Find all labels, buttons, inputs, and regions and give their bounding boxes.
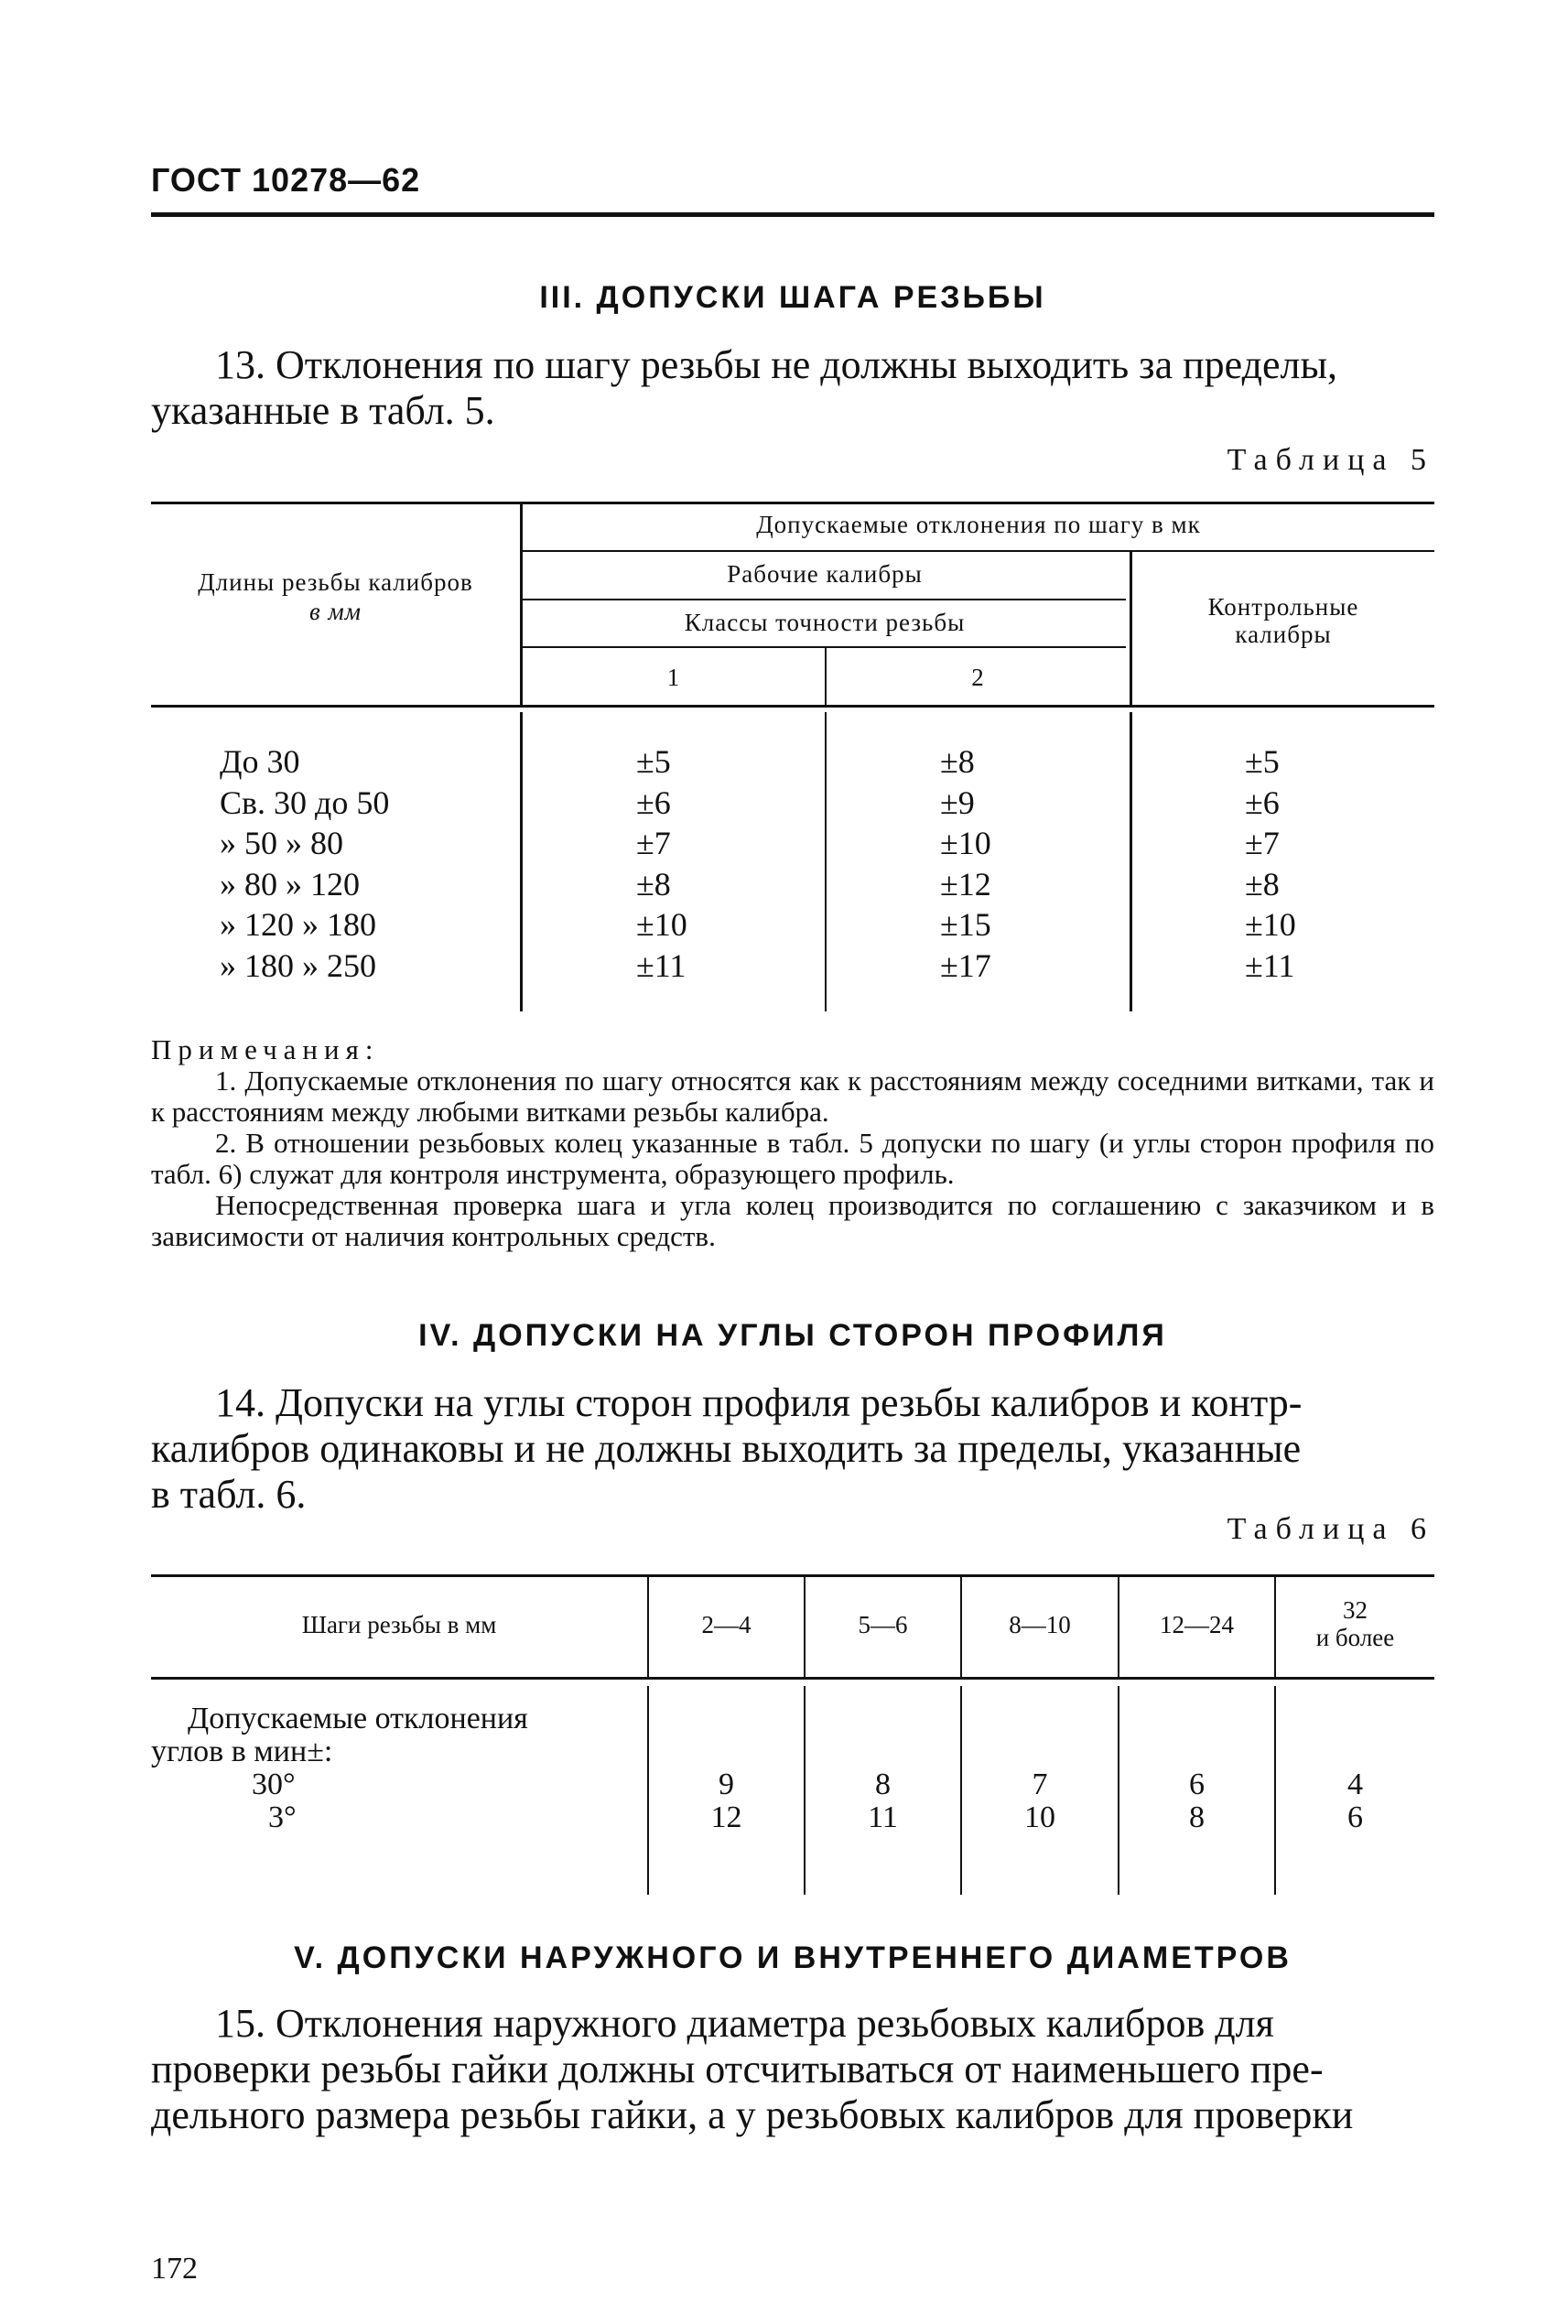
- table-row: До 30: [220, 743, 300, 780]
- notes: [151, 1034, 1434, 1252]
- working-gauges-header: Рабочие калибры: [727, 560, 923, 588]
- table-cell: ±8: [1245, 865, 1280, 903]
- table-cell: ±5: [1245, 743, 1280, 780]
- table-cell: ±6: [636, 784, 671, 821]
- step-header: 5—6: [858, 1611, 908, 1638]
- angle-deviation-label: Допускаемые отклонения углов в мин±: 30° 3°: [151, 1702, 627, 1834]
- paragraph-14-line-1: 14. Допуски на углы сторон профиля резьбы калибров и контр-: [215, 1380, 1303, 1425]
- table-5-working-rule: [522, 599, 1126, 600]
- table-cell: ±6: [1245, 784, 1280, 821]
- thread-step-header: Шаги резьбы в мм: [301, 1611, 497, 1638]
- table-cell: ±7: [636, 825, 671, 861]
- table-5-body-vline-b: [825, 712, 827, 1011]
- table-cell: ±7: [1245, 825, 1280, 861]
- class-1-header: 1: [666, 664, 681, 691]
- class-1-column: [636, 741, 773, 986]
- table-cell: ±8: [636, 865, 671, 903]
- table-cell: ±9: [940, 784, 975, 821]
- table-row: » 180 » 250: [220, 946, 376, 984]
- values-column: 4 6: [1347, 1767, 1363, 1834]
- values-column: 7 10: [1024, 1767, 1055, 1834]
- paragraph-15-line-2: проверки резьбы гайки должны отсчитываться от наименьшего пре-: [151, 2047, 1324, 2092]
- table-6: [151, 1574, 1434, 1904]
- table-row: » 80 » 120: [220, 865, 360, 903]
- control-column: [1245, 741, 1382, 986]
- accuracy-classes-header: Классы точности резьбы: [684, 609, 966, 636]
- control-gauges-header: Контрольные калибры: [1207, 593, 1359, 648]
- paragraph-13-line-2: указанные в табл. 5.: [151, 388, 495, 433]
- paragraph-13: [151, 342, 1434, 434]
- paragraph-14-line-3: в табл. 6.: [151, 1472, 307, 1517]
- table-row: » 120 » 180: [220, 906, 376, 943]
- table-cell: ±15: [940, 906, 991, 943]
- angle-3-label: 3°: [268, 1800, 297, 1834]
- table-5-classes-rule: [522, 646, 1126, 648]
- table-5-group-rule: [522, 550, 1434, 552]
- table-cell: ±11: [1245, 946, 1295, 984]
- table-row: Св. 30 до 50: [220, 784, 390, 821]
- table-cell: ±8: [940, 743, 975, 780]
- table-cell: ±10: [1245, 906, 1296, 943]
- step-header-last: 32 и более: [1315, 1596, 1395, 1651]
- table-cell: ±17: [940, 946, 991, 984]
- table-5-top-rule: [151, 502, 1434, 504]
- table-6-header-rule: [151, 1677, 1434, 1680]
- group-header: Допускаемые отклонения по шагу в мк: [756, 511, 1201, 538]
- table-5-body-vline-c: [1130, 712, 1132, 1011]
- class-2-header: 2: [971, 664, 985, 691]
- table-5-label: Таблица 5: [1227, 443, 1434, 477]
- table-5: [151, 502, 1434, 1014]
- section-4-title: IV. ДОПУСКИ НА УГЛЫ СТОРОН ПРОФИЛЯ: [418, 1318, 1167, 1353]
- table-row: » 50 » 80: [220, 825, 343, 861]
- page-number: 172: [151, 2252, 198, 2286]
- table-cell: ±11: [636, 946, 687, 984]
- table-5-header-rule: [151, 705, 1434, 708]
- table-6-top-rule: [151, 1574, 1434, 1577]
- paragraph-14-line-2: калибров одинаковы и не должны выходить за пределы, указанные: [151, 1426, 1302, 1471]
- class-2-column: [940, 741, 1077, 986]
- table-cell: ±5: [636, 743, 671, 780]
- values-column: 9 12: [710, 1767, 742, 1834]
- values-column: 6 8: [1189, 1767, 1205, 1834]
- note-1: 1. Допускаемые отклонения по шагу относятся как к расстояниям между соседними витками, так и к расстояниям между любыми витками резьбы калибра.: [151, 1065, 1434, 1128]
- table-cell: ±10: [940, 825, 991, 861]
- step-header: 8—10: [1009, 1611, 1071, 1638]
- values-column: 8 11: [868, 1767, 898, 1834]
- table-cell: ±12: [940, 865, 991, 903]
- notes-heading: Примечания:: [151, 1033, 380, 1065]
- paragraph-13-line-1: 13. Отклонения по шагу резьбы не должны выходить за пределы,: [215, 342, 1338, 387]
- note-3: Непосредственная проверка шага и угла колец производится по соглашению с заказчиком и в зависимости от наличия контрольных средств.: [151, 1189, 1434, 1252]
- section-3-title: III. ДОПУСКИ ШАГА РЕЗЬБЫ: [539, 280, 1046, 315]
- paragraph-15-line-3: дельного размера резьбы гайки, а у резьбовых калибров для проверки: [151, 2092, 1354, 2137]
- paragraph-14: [151, 1380, 1434, 1518]
- angle-30-label: 30°: [252, 1767, 296, 1801]
- paragraph-15-line-1: 15. Отклонения наружного диаметра резьбовых калибров для: [215, 2001, 1274, 2046]
- header-rule: [151, 212, 1434, 217]
- table-6-label: Таблица 6: [1227, 1512, 1434, 1546]
- step-header: 2—4: [701, 1611, 752, 1638]
- section-5-title: V. ДОПУСКИ НАРУЖНОГО И ВНУТРЕННЕГО ДИАМЕТРОВ: [294, 1940, 1292, 1975]
- document-code: ГОСТ 10278—62: [151, 161, 421, 199]
- table-cell: ±10: [636, 906, 687, 943]
- paragraph-15: [151, 2001, 1434, 2138]
- length-column-header: Длины резьбы калибров в мм: [198, 568, 473, 625]
- note-2: 2. В отношении резьбовых колец указанные в табл. 5 допуски по шагу (и углы сторон профиля по табл. 6) служат для контроля инструмента, образующего профиль.: [151, 1127, 1434, 1190]
- table-5-body-vline-a: [520, 712, 523, 1011]
- step-header: 12—24: [1160, 1611, 1234, 1638]
- length-column: [220, 741, 513, 986]
